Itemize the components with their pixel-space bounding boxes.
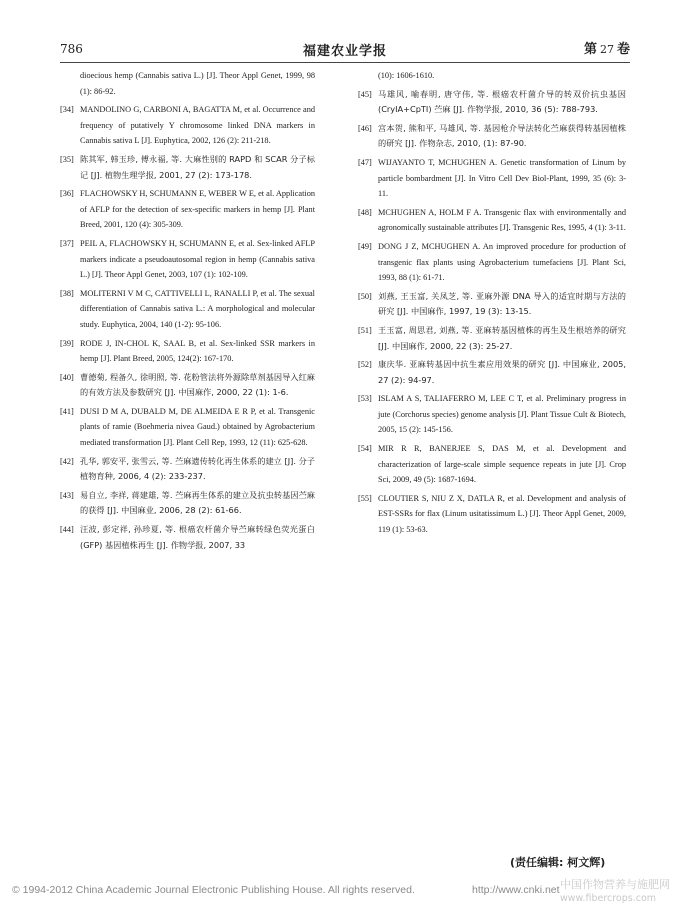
reference-entry (358, 289, 626, 320)
reference-number: [45] (358, 89, 372, 99)
page-number: 786 (60, 42, 83, 56)
reference-entry (60, 336, 315, 367)
reference-text: 刘燕, 王玉富, 关凤芝, 等. 亚麻外源 DNA 导入的适宜时期与方法的研究 [J]. 中国麻作, 1997, 19 (3): 13-15. (378, 290, 626, 317)
volume-prefix: 第 (583, 42, 597, 57)
reference-text: WIJAYANTO T, MCHUGHEN A. Genetic transformation of Linum by particle bombardment [J]. In Vitro Cell Dev Biol-Plant, 1999, 35 (6): 3-11. (378, 157, 626, 199)
reference-number: [52] (358, 360, 372, 370)
reference-entry (60, 522, 315, 553)
reference-number: [44] (60, 525, 74, 535)
reference-entry (358, 491, 626, 538)
reference-entry (60, 404, 315, 451)
reference-number: [40] (60, 372, 74, 382)
reference-text: 陈其军, 韩玉珍, 傅永福, 等. 大麻性别的 RAPD 和 SCAR 分子标记 [J]. 植物生理学报, 2001, 27 (2): 173-178. (80, 153, 315, 180)
reference-number: [38] (60, 288, 74, 298)
reference-number: [49] (358, 241, 372, 251)
reference-entry (358, 87, 626, 118)
watermark-line1: 中国作物营养与施肥网 (560, 878, 670, 891)
reference-text: 马雄风, 喻春明, 唐守伟, 等. 根癌农杆菌介导的转双价抗虫基因 (CryIA+CpTI) 苎麻 [J]. 作物学报, 2010, 36 (5): 788-793. (378, 88, 626, 115)
watermark-line2: www.fibercrops.com (560, 893, 657, 904)
source-url-link[interactable]: http://www.cnki.net (472, 884, 560, 896)
site-watermark (560, 878, 684, 906)
reference-number: [53] (358, 394, 372, 404)
reference-number: [46] (358, 123, 372, 133)
reference-text: 王玉富, 周思君, 刘燕, 等. 亚麻转基因植株的再生及生根培养的研究 [J]. 中国麻作, 2000, 22 (3): 25-27. (378, 324, 626, 351)
reference-number: [55] (358, 493, 372, 503)
volume-suffix: 卷 (616, 42, 630, 57)
reference-entry (60, 186, 315, 233)
reference-text: DONG J Z, MCHUGHEN A. An improved procedure for production of transgenic flax plants using Agrobacterium tumefaciens [J]. Plant Sci, 1993, 88 (1): 61-71. (378, 241, 626, 283)
reference-entry (358, 205, 626, 236)
reference-entry (60, 286, 315, 333)
reference-entry (60, 454, 315, 485)
reference-text: MANDOLINO G, CARBONI A, BAGATTA M, et al. Occurrence and frequency of putatively Y chromosome linked DNA markers in Cannabis sativa L [J]. Euphytica, 2002, 126 (2): 211-218. (80, 105, 315, 146)
reference-number: [50] (358, 291, 372, 301)
reference-text: PEIL A, FLACHOWSKY H, SCHUMANN E, et al. Sex-linked AFLP markers indicate a pseudoautosomal region in hemp (Cannabis sativa L.) [J]. Theor Appl Genet, 2003, 107 (1): 102-109. (80, 238, 315, 280)
reference-text: 汪波, 彭定祥, 孙珍夏, 等. 根癌农杆菌介导苎麻转绿色荧光蛋白 (GFP) 基因植株再生 [J]. 作物学报, 2007, 33 (80, 524, 315, 550)
reference-text: MIR R R, BANERJEE S, DAS M, et al. Development and characterization of large-scale simple sequence repeats in jute [J]. Crop Sci, 2009, 49 (5): 1687-1694. (378, 444, 626, 485)
reference-entry (358, 121, 626, 152)
reference-number: [37] (60, 238, 74, 248)
reference-number: [51] (358, 325, 372, 335)
reference-entry (60, 236, 315, 283)
journal-title: 福建农业学报 (302, 44, 387, 59)
reference-entry (358, 391, 626, 438)
reference-entry (60, 102, 315, 149)
copyright-notice: © 1994-2012 China Academic Journal Electronic Publishing House. All rights reserved. (12, 884, 415, 896)
reference-text: ISLAM A S, TALIAFERRO M, LEE C T, et al. Preliminary progress in jute (Corchorus species) genome analysis [J]. Plant Tissue Cult & Biotech, 2005, 15 (2): 145-156. (378, 394, 626, 435)
reference-number: [36] (60, 189, 74, 199)
reference-entry (60, 152, 315, 183)
page-header (60, 38, 630, 58)
reference-text: dioecious hemp (Cannabis sativa L.) [J]. Theor Appl Genet, 1999, 98 (1): 86-92. (80, 71, 315, 96)
reference-entry (358, 239, 626, 286)
reference-text: (10): 1606-1610. (378, 71, 435, 80)
reference-number: [41] (60, 406, 74, 416)
reference-number: [39] (60, 338, 74, 348)
reference-number: [54] (358, 444, 372, 454)
volume-number: 27 (599, 43, 614, 56)
reference-text: CLOUTIER S, NIU Z X, DATLA R, et al. Development and analysis of EST-SSRs for flax (Linum usitatissimum L.) [J]. Theor Appl Genet, 2009, 119 (1): 53-63. (378, 493, 626, 535)
reference-text: 孔华, 郭安平, 张雪云, 等. 苎麻遗传转化再生体系的建立 [J]. 分子植物育种, 2006, 4 (2): 233-237. (80, 455, 315, 482)
reference-text: MCHUGHEN A, HOLM F A. Transgenic flax with environmentally and agronomically sustainable attributes [J]. Transgenic Res, 1995, 4 (1): 3-11. (378, 207, 626, 233)
editor-note: (责任编辑: 柯文辉) (510, 856, 606, 869)
reference-entry (60, 68, 315, 99)
reference-column-right (358, 68, 626, 541)
reference-entry (358, 155, 626, 202)
reference-text: DUSI D M A, DUBALD M, DE ALMEIDA E R P, et al. Transgenic plants of ramie (Boehmeria nivea Gaud.) obtained by Agrobacterium mediated transformation [J]. Plant Cell Rep, 1993, 12 (11): 625-628. (80, 406, 315, 448)
reference-number: [35] (60, 154, 74, 164)
reference-column-left (60, 68, 315, 556)
reference-number: [48] (358, 207, 372, 217)
reference-entry (60, 488, 315, 519)
reference-text: FLACHOWSKY H, SCHUMANN E, WEBER W E, et al. Application of AFLP for the detection of sex-specific markers in hemp [J]. Plant Breed, 2001, 120 (4): 305-309. (80, 189, 315, 230)
reference-number: [47] (358, 157, 372, 167)
header-rule (60, 62, 630, 63)
reference-text: 宫本贺, 熊和平, 马雄风, 等. 基因枪介导法转化苎麻获得转基因植株的研究 [J]. 作物杂志, 2010, (1): 87-90. (378, 122, 626, 149)
reference-text: RODE J, IN-CHOL K, SAAL B, et al. Sex-linked SSR markers in hemp [J]. Plant Breed, 2005, 124(2): 167-170. (80, 338, 315, 364)
reference-text: 曹德菊, 程备久, 徐明照, 等. 花粉管法将外源除草剂基因导入红麻的有效方法及参数研究 [J]. 中国麻作, 2000, 22 (1): 1-6. (80, 371, 315, 398)
reference-number: [34] (60, 105, 74, 115)
reference-entry (358, 357, 626, 388)
reference-entry (358, 68, 626, 84)
reference-number: [43] (60, 490, 74, 500)
reference-entry (358, 441, 626, 488)
reference-text: 康庆华. 亚麻转基因中抗生素应用效果的研究 [J]. 中国麻业, 2005, 27 (2): 94-97. (378, 359, 626, 385)
reference-text: 易自立, 李祥, 蒋建雄, 等. 苎麻再生体系的建立及抗虫转基因苎麻的获得 [J]. 中国麻业, 2006, 28 (2): 61-66. (80, 489, 315, 516)
reference-text: MOLITERNI V M C, CATTIVELLI L, RANALLI P, et al. The sexual differentiation of Cannabis sativa L.: A morphological and molecular study. Euphytica, 2004, 140 (1-2): 95-106. (80, 288, 315, 329)
reference-entry (358, 323, 626, 354)
volume-label (584, 38, 630, 57)
reference-entry (60, 370, 315, 401)
reference-number: [42] (60, 456, 74, 466)
